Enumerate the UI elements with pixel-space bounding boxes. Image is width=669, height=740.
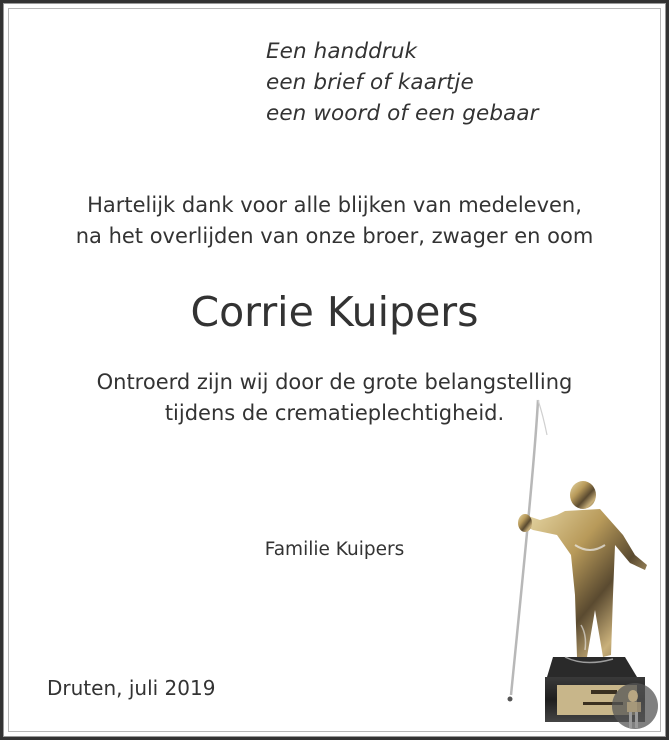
thanks-message	[0, 190, 669, 252]
person-silhouette-watermark-icon	[611, 682, 659, 730]
thanks-line-2: na het overlijden van onze broer, zwager en oom	[75, 224, 594, 248]
poem-verse	[266, 36, 539, 129]
deceased-name: Corrie Kuipers	[190, 288, 479, 336]
family-signature: Familie Kuipers	[264, 539, 405, 560]
thanks-line-1: Hartelijk dank voor alle blijken van medeleven,	[87, 193, 582, 217]
poem-line: een brief of kaartje	[266, 70, 474, 95]
poem-line: Een handdruk	[266, 39, 418, 64]
place-and-date: Druten, juli 2019	[47, 676, 216, 700]
poem-line: een woord of een gebaar	[266, 101, 539, 126]
gratitude-line-2: tijdens de crematieplechtigheid.	[164, 401, 505, 425]
gratitude-line-1: Ontroerd zijn wij door de grote belangstelling	[96, 370, 573, 394]
